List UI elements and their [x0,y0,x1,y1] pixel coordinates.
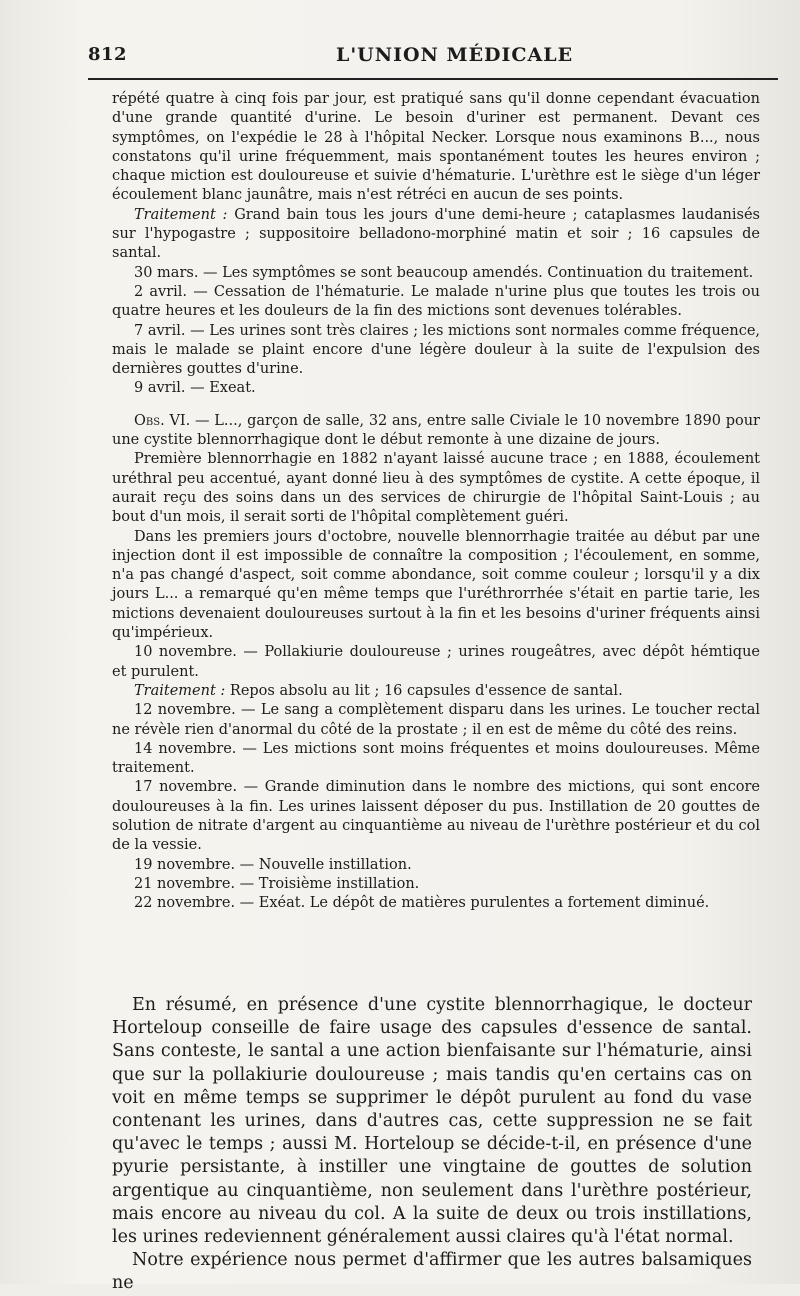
paragraph: 19 novembre. — Nouvelle instillation. [134,856,412,873]
paragraph: 30 mars. — Les symptômes se sont beaucoup amendés. Continuation du traitement. [134,264,754,281]
paragraph: 14 novembre. — Les mictions sont moins fréquentes et moins douloureuses. Même traitement. [112,740,760,777]
paragraph: 10 novembre. — Pollakiurie douloureuse ; urines rougeâtres, avec dépôt hémtique et purulent. [112,644,760,680]
case-report-section [112,90,760,913]
paragraph [112,682,760,701]
observation-label: Obs. VI. [134,412,191,429]
paragraph: 7 avril. — Les urines sont très claires ; les mictions sont normales comme fréquence, mais le malade se plaint encore d'une légère douleur à la suite de l'expulsion des dernières gouttes d'urine. [112,322,761,378]
paragraph [112,206,760,264]
paragraph-text: Grand bain tous les jours d'une demi-heure ; cataplasmes laudanisés sur l'hypogastre ; suppositoire belladono-morphiné matin et soir ; 16 capsules de santal. [112,206,760,262]
observation-heading-paragraph [112,412,760,451]
paragraph: répété quatre à cinq fois par jour, est pratiqué sans qu'il donne cependant évacuation d'une grande quantité d'urine. Le besoin d'uriner est permanent. Devant ces symptômes, on l'expédie le 28 à l'hôpital Necker. Lorsque nous examinons B..., nous constatons qu'il urine fréquemment, mais spontanément toutes les heures environ ; chaque miction est douloureuse et suivie d'hématurie. L'urèthre est le siège d'un léger écoulement blanc jaunâtre, mais n'est rétréci en aucun de ses points. [112,91,760,204]
page-header [88,44,778,80]
summary-section [112,994,752,1296]
paragraph-text: Repos absolu au lit ; 16 capsules d'essence de santal. [225,682,623,699]
paragraph: 12 novembre. — Le sang a complètement disparu dans les urines. Le toucher rectal ne révèle rien d'anormal du côté de la prostate ; il en est de même du côté des reins. [112,702,760,738]
summary-paragraph: Notre expérience nous permet d'affirmer que les autres balsamiques ne [112,1250,752,1294]
paragraph: 22 novembre. — Exéat. Le dépôt de matières purulentes a fortement diminué. [134,895,710,912]
journal-title: L'UNION MÉDICALE [336,44,574,66]
paragraph: 9 avril. — Exeat. [134,380,256,397]
treatment-label: Traitement : [134,682,226,699]
summary-paragraph: En résumé, en présence d'une cystite blennorrhagique, le docteur Horteloup conseille de faire usage des capsules d'essence de santal. Sans conteste, le santal a une action bienfaisante sur l'hématurie, ainsi que sur la pollakiurie douloureuse ; mais tandis qu'en certains cas on voit en même temps se supprimer le dépôt purulent au fond du vase contenant les urines, dans d'autres cas, cette suppression ne se fait qu'avec le temps ; aussi M. Horteloup se décide-t-il, en présence d'une pyurie persistante, à instiller une vingtaine de gouttes de solution argentique au cinquantième, non seulement dans l'urèthre postérieur, mais encore au niveau du col. A la suite de deux ou trois instillations, les urines redeviennent généralement aussi claires qu'à l'état normal. [112,995,752,1248]
paragraph: Dans les premiers jours d'octobre, nouvelle blennorrhagie traitée au début par une injection dont il est impossible de connaître la composition ; l'écoulement, en somme, n'a pas changé d'aspect, soit comme abondance, soit comme couleur ; lorsqu'il y a dix jours L... a remarqué qu'en même temps que l'uréthrorrhée s'était en partie tarie, les mictions devenaient douloureuses surtout à la fin et les besoins d'uriner fréquents ainsi qu'impérieux. [112,528,760,642]
page-number: 812 [88,44,128,65]
paragraph: Première blennorrhagie en 1882 n'ayant laissé aucune trace ; en 1888, écoulement uréthral peu accentué, ayant donné lieu à des symptômes de cystite. A cette époque, il aurait reçu des soins dans un des services de chirurgie de l'hôpital Saint-Louis ; au bout d'un mois, il serait sorti de l'hôpital complètement guéri. [112,451,760,526]
paragraph: 17 novembre. — Grande diminution dans le nombre des mictions, qui sont encore douloureuses à la fin. Les urines laissent déposer du pus. Instillation de 20 gouttes de solution de nitrate d'argent au cinquantième au niveau de l'urèthre postérieur et du col de la vessie. [112,779,760,854]
treatment-label: Traitement : [134,206,228,223]
paragraph: 21 novembre. — Troisième instillation. [134,875,420,892]
paragraph-text: — L..., garçon de salle, 32 ans, entre salle Civiale le 10 novembre 1890 pour une cystite blennorrhagique dont le début remonte à une dizaine de jours. [112,412,760,449]
paragraph: 2 avril. — Cessation de l'hématurie. Le malade n'urine plus que toutes les trois ou quatre heures et les douleurs de la fin des mictions sont devenues tolérables. [112,283,760,320]
